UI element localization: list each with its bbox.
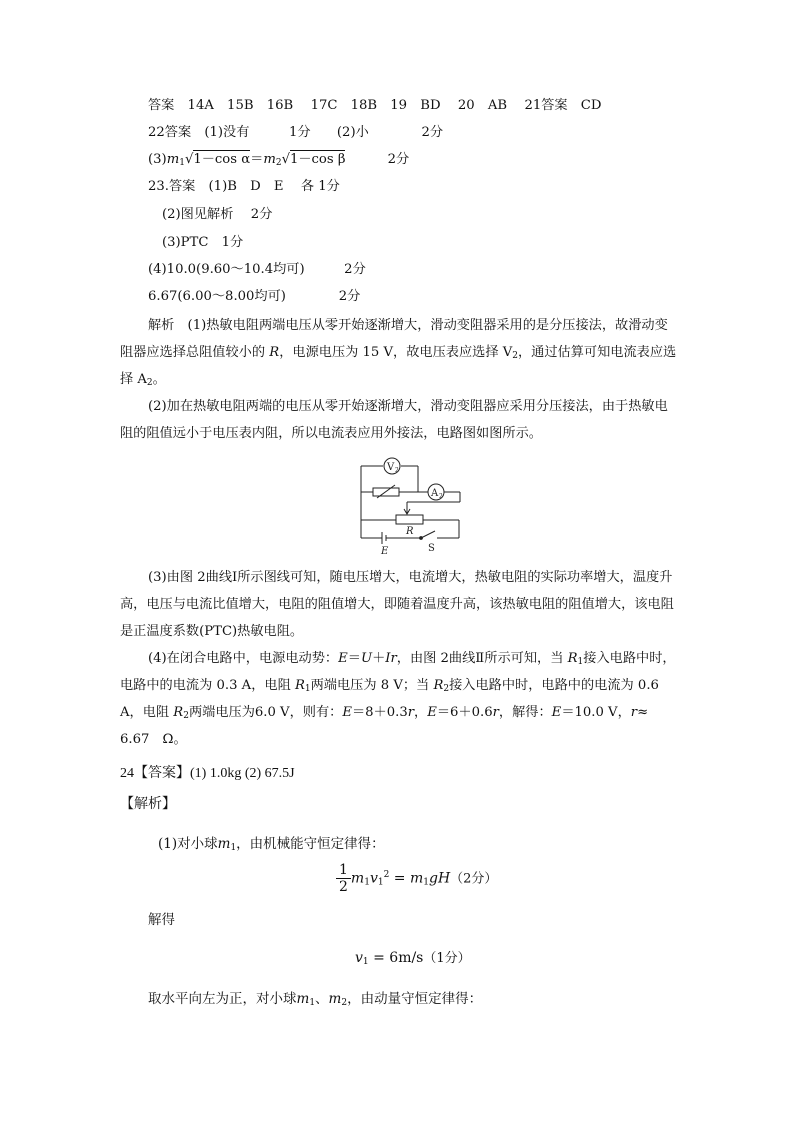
q24-answer-heading: 24【答案】(1) 1.0kg (2) 67.5J [120,766,295,781]
answer-line-22-3: $(3)m_1√1-\cos$ $\alpha=m_2√1-\cos$ β 2分 [148,152,410,168]
voltmeter-label: V [387,462,395,473]
q24-analysis-label: 【解析】 [120,796,176,812]
answer-line-23-4a: (4)10.0(9.60～10.4均可) 2分 [148,262,366,277]
rheostat-label: R [406,526,414,537]
q24-momentum-text: 取水平向左为正，对小球$m_1$、$m_2$，由动量守恒定律得： [148,991,483,1008]
answer-line-23-3: (3)PTC 1分 [162,235,244,250]
ammeter-subscript: 2 [439,493,443,500]
answer-line-mc: 答案 14A 15B 16B 17C 18B 19 BD 20 AB 21答案 CD [148,98,602,113]
switch-pivot [420,537,423,540]
q24-solve-label: 解得 [148,912,175,928]
switch-label: S [428,543,435,554]
analysis-paragraph-2: (2)加在热敏电阻两端的电压从零开始逐渐增大，滑动变阻器应采用分压接法，由于热敏电阻的阻值远小于电压表内阻，所以电流表应用外接法，电路图如图所示。 [120,399,668,441]
answer-line-23: 23.答案 (1)B D E 各 1分 [148,179,340,194]
analysis-paragraph-1: 解析 (1)热敏电阻两端电压从零开始逐渐增大，滑动变阻器采用的是分压接法，故滑动变阻器应选择总阻值较小的 R，电源电压为 15 V，故电压表应选择 $V_2$，通过估算可知电流表应选择 $A_2$。 [120,318,677,388]
ammeter-label: A [431,488,439,499]
voltmeter-subscript: 2 [395,467,399,474]
answer-line-23-4b: 6.67(6.00～8.00均可) 2分 [148,289,361,304]
switch-blade [421,531,435,538]
equation-energy-conservation: $\frac{1}{2}$ $m_1v_1^2 = m_1gH(2$分） [336,862,497,895]
circuit-diagram [355,455,465,555]
source-label: E [381,546,389,555]
answer-line-22: 22答案 (1)没有 1分 (2)小 2分 [148,125,444,140]
q24-step1-text: (1)对小球$m_1$，由机械能守恒定律得： [158,836,385,853]
fraction-one-half: $\frac{1}{2}$ [336,862,351,895]
answer-line-23-2: (2)图见解析 2分 [162,207,273,222]
equation-velocity: $v_1 = 6m/s(1$分） [355,950,471,967]
analysis-paragraph-3: (3)由图 2曲线Ⅰ所示图线可知，随电压增大，电流增大，热敏电阻的实际功率增大，温度升高，电压与电流比值增大，电阻的阻值增大，即随着温度升高，该热敏电阻的阻值增大，该电阻是正温度系数(PTC)热敏电阻。 [120,570,674,639]
rheostat-symbol [396,515,423,524]
analysis-paragraph-4: (4)在闭合电路中，电源电动势：E＝U＋Ir，由图 2曲线Ⅱ所示可知，当 $R_1$接入电路中时，电路中的电流为 0.3 A，电阻 $R_1$两端电压为 8 V；当 $R_2$接入电路中时，电路中的电流为 0.6 A，电阻 $R_2$两端电压为6.0 V，则有：E＝8＋0.3r，E＝6＋0.6r，解得：E＝10.0 V，r≈ 6.67 Ω。 [120,651,676,747]
